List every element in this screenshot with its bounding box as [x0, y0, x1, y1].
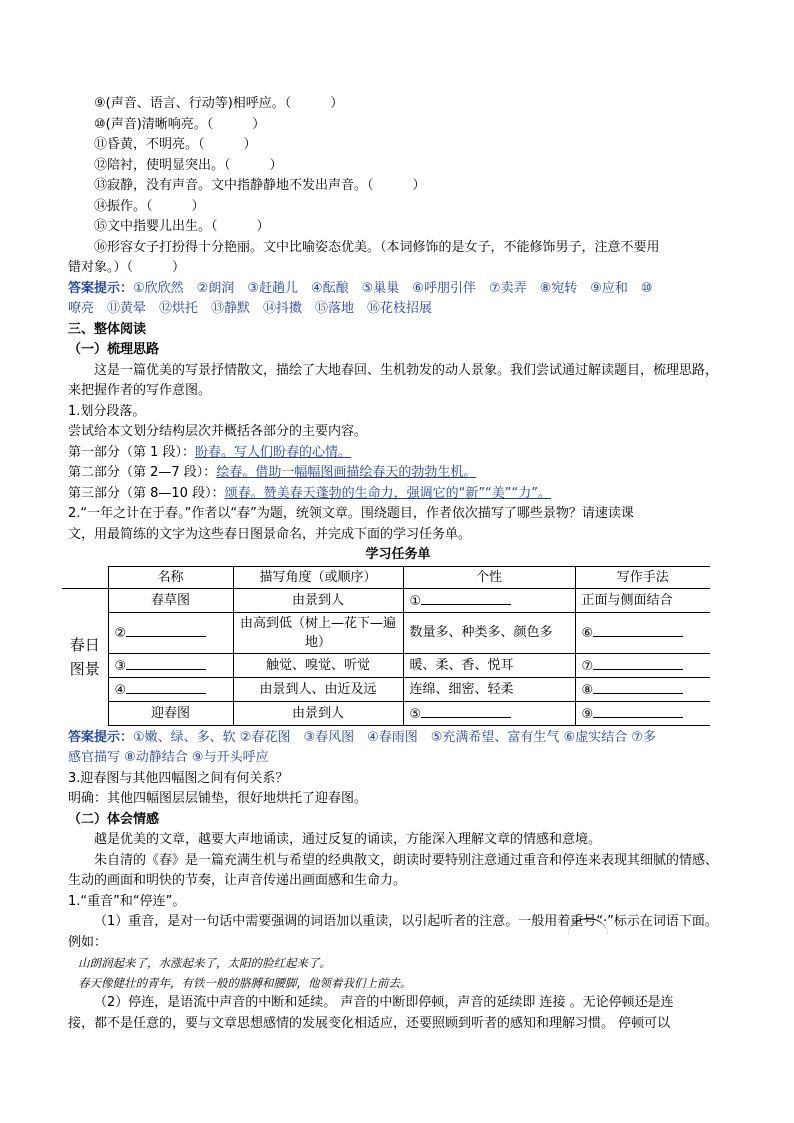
vocab-item: ⑭振作。（ ）	[94, 198, 205, 214]
question-2-line2: 文，用最简练的文字为这些春日图景命名，并完成下面的学习任务单。	[68, 526, 472, 542]
table-cell	[108, 677, 233, 701]
vocab-item: ⑪昏黄，不明亮。（ ）	[94, 137, 257, 152]
answer-hint-2-cont: 感官描写 ⑧动静结合 ⑨与开头呼应	[68, 750, 269, 765]
table-cell-text: ②	[114, 626, 127, 641]
table-cell-text: ⑧	[581, 682, 594, 698]
table-cell	[233, 677, 403, 701]
vocab-item: ⑫陪衬，使明显突出。（ ）	[94, 157, 283, 173]
question-1-desc: 尝试给本文划分结构层次并概括各部分的主要内容。	[68, 424, 368, 439]
document-page	[68, 94, 728, 1034]
table-cell-text: 由高到低（树上—花下—遍地）	[239, 615, 396, 650]
table-title: 学习任务单	[365, 547, 431, 562]
pause-line-2: 接，都不是任意的，要与文章思想感情的发展变化相适应，还要照顾到听者的感知和理解习惯。 停顿可以	[68, 1015, 671, 1031]
table-cell-text: ④	[114, 682, 127, 698]
table-cell	[575, 701, 710, 725]
vocab-item: ⑮文中指婴儿出生。（ ）	[94, 219, 270, 234]
subsection-title-1: （一）梳理思路	[68, 342, 160, 357]
table-cell	[403, 677, 575, 701]
vocab-item-16-cont: 错对象。）（ ）	[68, 260, 186, 275]
part-content: 绘春。借助一幅幅图画描绘春天的勃勃生机。	[216, 465, 477, 480]
table-corner-cell	[62, 566, 108, 588]
vocab-item: ⑨(声音、语言、行动等)相呼应。（ ）	[94, 96, 344, 111]
table-cell	[575, 677, 710, 701]
section-title: 三、整体阅读	[68, 321, 147, 337]
part-item	[68, 484, 728, 505]
table-cell-text: 数量多、种类多、颜色多	[409, 625, 553, 640]
part-label: 第二部分（第 2—7 段）：	[68, 465, 217, 480]
vocab-item-16: ⑯形容女子打扮得十分艳丽。文中比喻姿态优美。（本词修饰的是女子，不能修饰男子，注意不要用	[94, 239, 660, 255]
table-header: 描写角度（或顺序）	[233, 566, 403, 588]
answer-blank[interactable]	[126, 679, 206, 694]
answer-hint-2: 答案提示：①嫩、绿、多、软 ②春花图 ③春风图 ④春雨图 ⑤充满希望、富有生气 ⑥虚实结合 ⑦多	[68, 729, 656, 745]
part-item	[68, 443, 728, 464]
pause-line-1: （2）停连，是语流中声音的中断和延续。 声音的中断即停顿，声音的延续即 连接 。无论停顿还是连	[94, 995, 674, 1010]
question-3-title: 3.迎春图与其他四幅图之间有何关系？	[68, 770, 289, 786]
paragraph-b: 朱自清的《春》是一篇充满生机与希望的经典散文，朗读时要特别注意通过重音和停连来表现其细腻的情感、生动的画面和明快的节奏，让声音传递出画面感和生命力。	[68, 852, 719, 888]
table-cell-text: 由景到人	[291, 705, 344, 721]
table-cell-text: ⑨	[581, 706, 594, 722]
question-3-answer: 明确：其他四幅图层层铺垫，很好地烘托了迎春图。	[68, 791, 368, 806]
answer-blank[interactable]	[593, 703, 683, 718]
answer-label: 答案提示：	[68, 280, 134, 296]
part-label: 第一部分（第 1 段）：	[68, 444, 196, 460]
example-sentence: 春天像健壮的青年，有铁一般的胳膊和腰脚，他领着我们上前去。	[78, 976, 412, 990]
table-cell-text: 春草图	[150, 592, 190, 608]
table-cell-text: ①	[409, 593, 422, 609]
table-header: 个性	[403, 566, 575, 588]
table-row	[62, 653, 710, 677]
table-cell-text: 暖、柔、香、悦耳	[409, 657, 514, 673]
stress-paragraph: （1）重音，是对一句话中需要强调的词语加以重读，以引起听者的注意。一般用着重号“·”标示在词语下面。例如：	[68, 914, 718, 950]
table-cell	[108, 612, 233, 653]
table-cell-text: ⑤	[409, 706, 422, 722]
paragraph-a: 越是优美的文章，越要大声地诵读，通过反复的诵读，方能深入理解文章的情感和意境。	[94, 832, 602, 847]
example-sentence: 山朗润起来了，水涨起来了，太阳的脸红起来了。	[78, 956, 331, 970]
table-row	[62, 677, 710, 701]
table-group-label: 春日图景	[62, 588, 108, 725]
table-cell	[233, 701, 403, 725]
part-content: 颂春。赞美春天蓬勃的生命力，强调它的“新”“美”“力”。	[224, 485, 551, 501]
answer-hint-1-cont: 嘹亮 ⑪黄晕 ⑫烘托 ⑬静默 ⑭抖擞 ⑮落地 ⑯花枝招展	[68, 301, 433, 316]
vocab-list	[68, 94, 728, 238]
table-cell-text: 连绵、细密、轻柔	[409, 681, 514, 697]
vocab-item: ⑩(声音)清晰响亮。（ ）	[94, 116, 266, 132]
vocab-item: ⑬寂静，没有声音。文中指静静地不发出声音。（ ）	[94, 178, 426, 193]
table-cell-text: 由景到人、由近及远	[259, 681, 377, 697]
table-header: 名称	[108, 566, 233, 588]
answer-hint-1: 答案提示：①欣欣然 ②朗润 ③赶趟儿 ④酝酿 ⑤巢巢 ⑥呼朋引伴 ⑦卖弄 ⑧宛转 ⑨应和 ⑩	[68, 280, 653, 296]
table-cell	[575, 612, 710, 653]
part-label: 第三部分（第 8—10 段）：	[68, 485, 225, 501]
answer-blank[interactable]	[593, 655, 683, 670]
parts-list	[68, 443, 728, 505]
stress-pause-title: 1.“重音”和“停连”。	[68, 893, 186, 909]
table-cell	[403, 701, 575, 725]
table-cell-text: ③	[114, 658, 127, 674]
table-row	[62, 612, 710, 653]
table-cell	[233, 588, 403, 612]
table-cell-text: 迎春图	[150, 705, 190, 721]
table-cell	[108, 653, 233, 677]
table-header: 写作手法	[575, 566, 710, 588]
answer-blank[interactable]	[421, 590, 511, 605]
answer-blank[interactable]	[421, 703, 511, 718]
examples	[68, 953, 728, 993]
table-cell-text: ⑥	[581, 626, 594, 641]
table-cell	[403, 653, 575, 677]
intro-paragraph: 这是一篇优美的写景抒情散文，描绘了大地春回、生机勃发的动人景象。我们尝试通过解读题目，梳理思路，来把握作者的写作意图。	[68, 362, 719, 398]
table-cell	[575, 588, 710, 612]
table-cell	[108, 588, 233, 612]
question-1-title: 1.划分段落。	[68, 403, 146, 419]
table-cell	[403, 612, 575, 653]
table-cell	[575, 653, 710, 677]
answer-blank[interactable]	[126, 622, 206, 637]
table-cell-text: ⑦	[581, 658, 594, 674]
subsection-title-2: （二）体会情感	[68, 811, 160, 827]
part-content: 盼春。写人们盼春的心情。	[195, 444, 352, 460]
part-item	[68, 463, 728, 484]
table-cell-text: 正面与侧面结合	[581, 592, 673, 608]
table-cell-text: 触觉、嗅觉、听觉	[265, 657, 370, 673]
answer-blank[interactable]	[126, 655, 206, 670]
table-row	[62, 701, 710, 725]
table-cell	[108, 701, 233, 725]
table-cell-text: 由景到人	[291, 592, 344, 608]
table-cell	[233, 612, 403, 653]
answer-blank[interactable]	[593, 679, 683, 694]
table-row	[62, 588, 710, 612]
answer-blank[interactable]	[593, 622, 683, 637]
task-table	[62, 566, 710, 726]
table-cell	[403, 588, 575, 612]
table-cell	[233, 653, 403, 677]
question-2-line1: 2.“一年之计在于春。”作者以“春”为题，统领文章。围绕题目，作者依次描写了哪些景物？请速读课	[68, 506, 634, 521]
